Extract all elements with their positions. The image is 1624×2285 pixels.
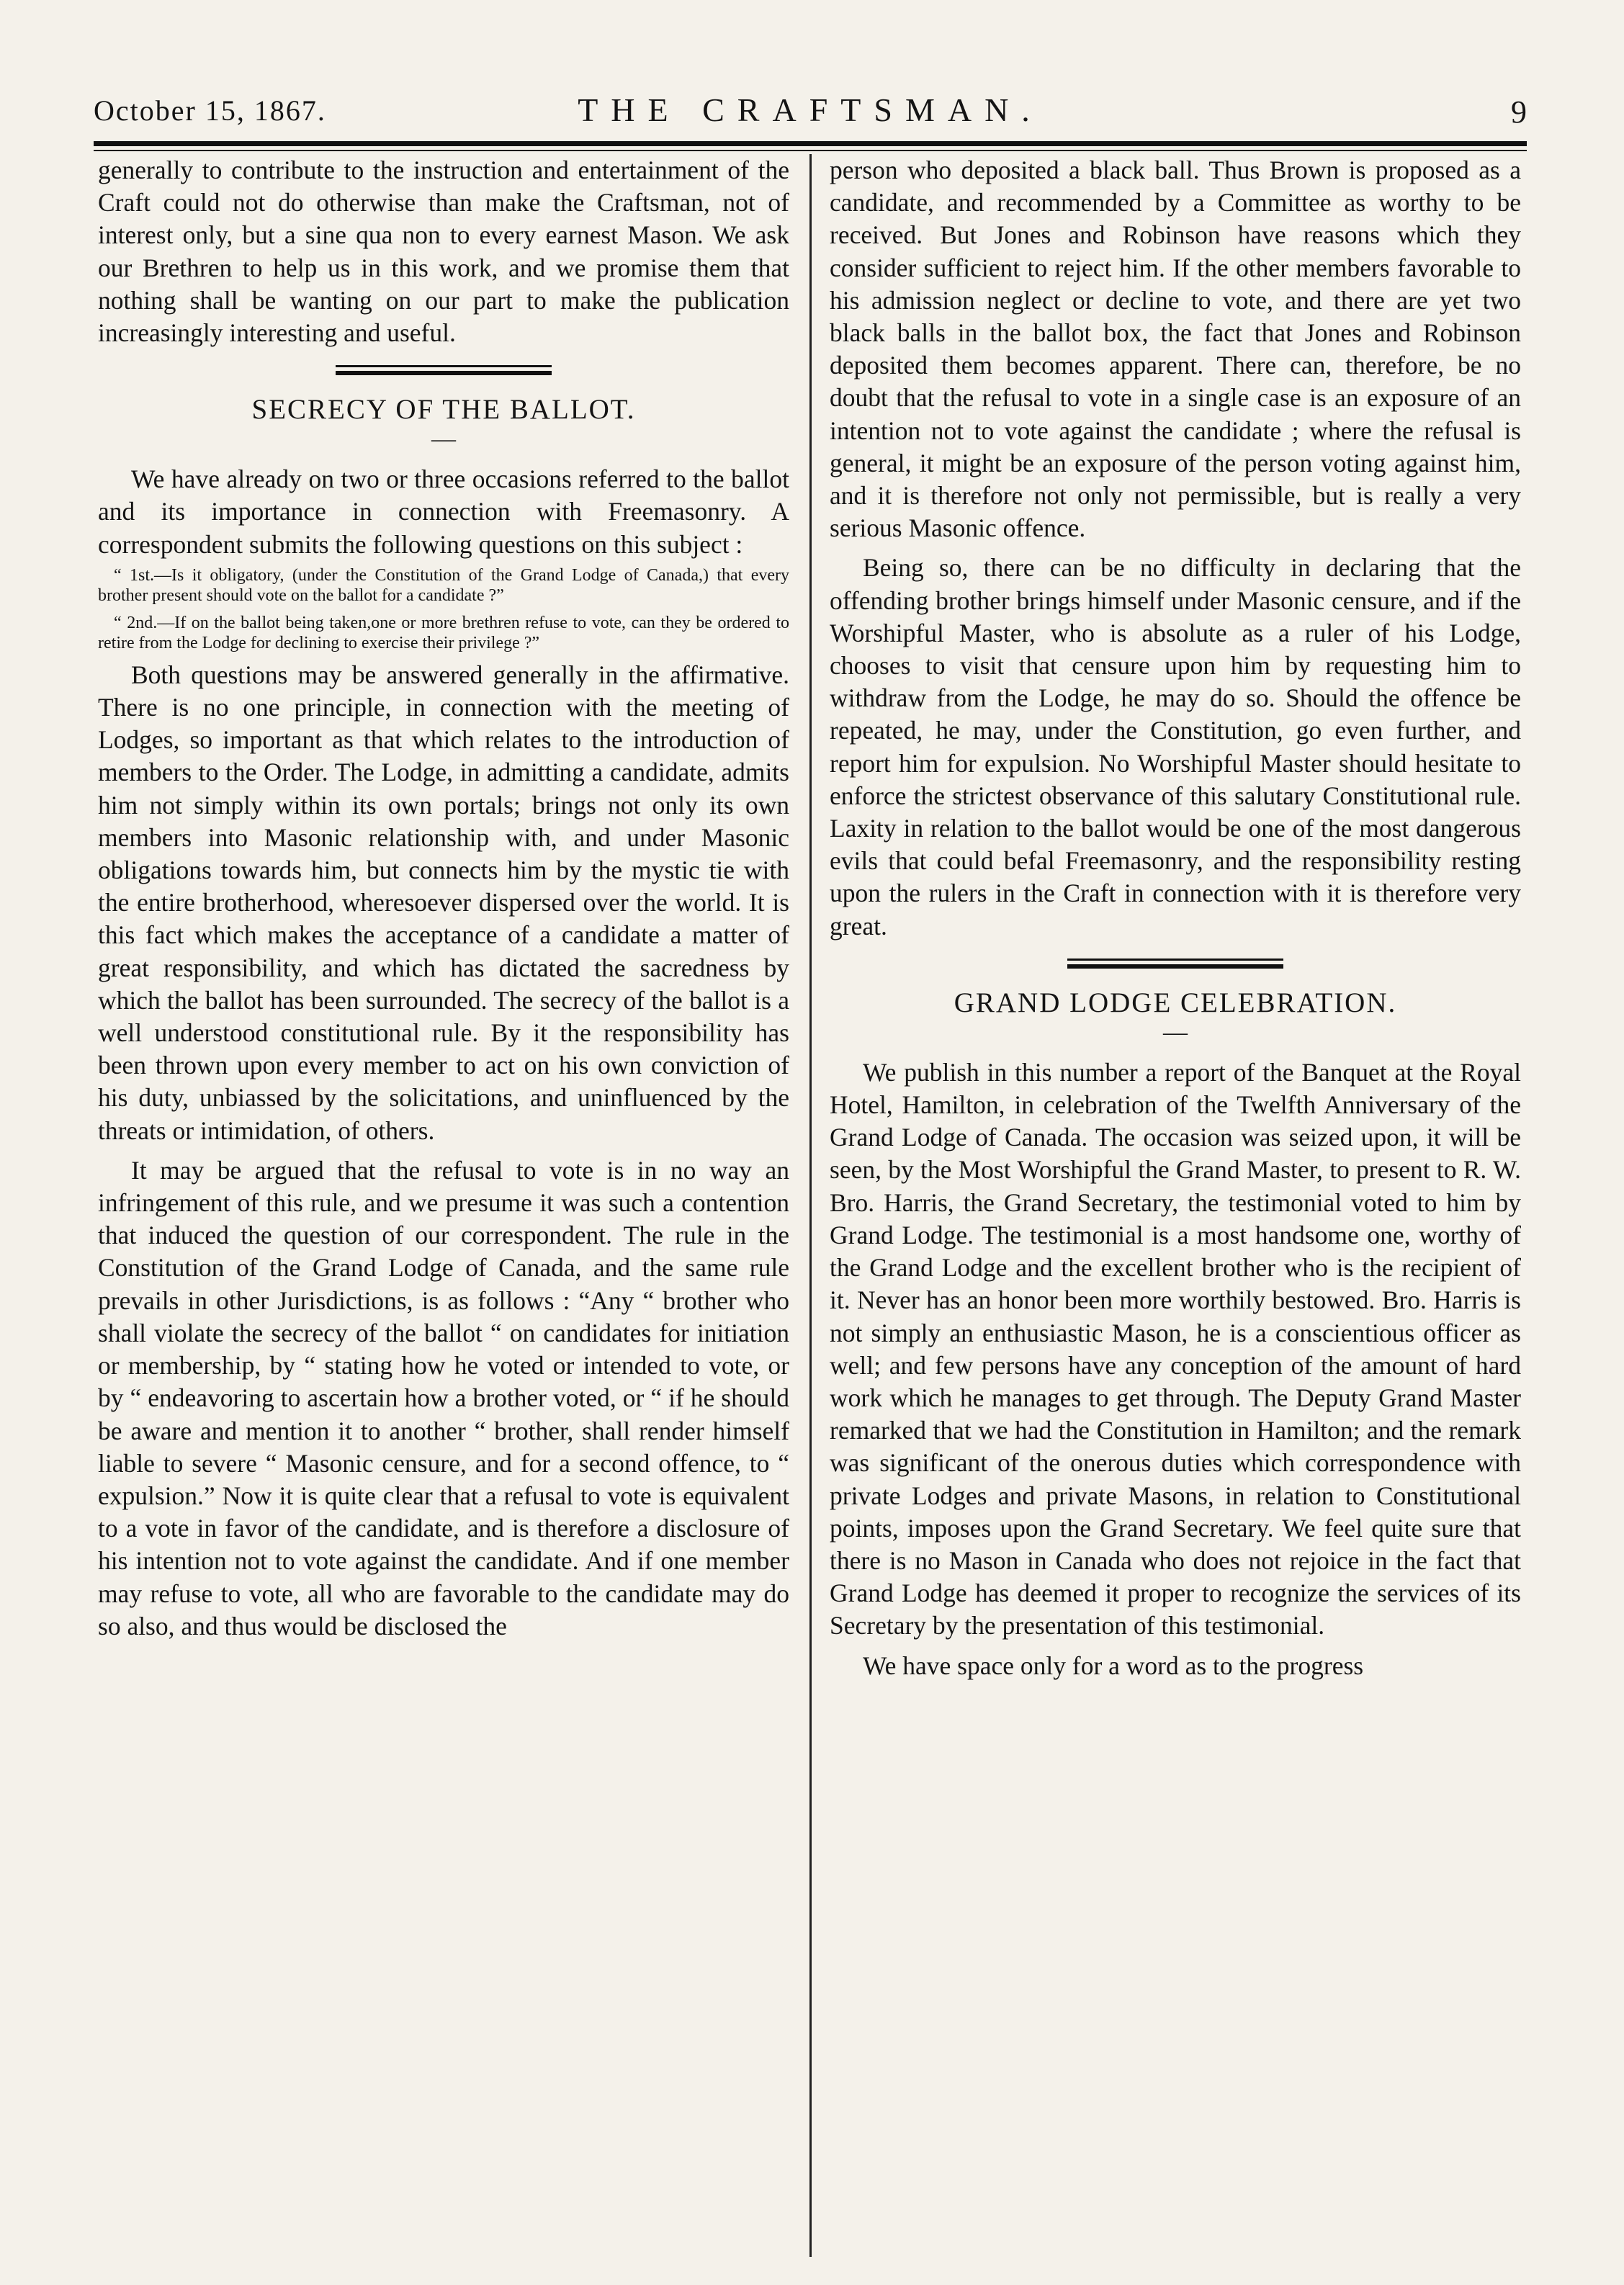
header-rule-thin <box>94 150 1527 151</box>
section-dash: — <box>1163 1018 1188 1046</box>
left-column <box>98 154 789 1643</box>
body-paragraph: We publish in this number a report of the Banquet at the Royal Hotel, Hamilton, in celebration of the Twelfth Anniversary of the Grand Lodge of Canada. The occasion was seized upon, it will be seen, by the Most Worshipful the Grand Master, to present to R. W. Bro. Harris, the Grand Secretary, the testimonial voted to him by Grand Lodge. The testimonial is a most handsome one, worthy of the Grand Lodge and the excellent brother who is the recipient of it. Never has an honor been more worthily bestowed. Bro. Harris is not simply an enthusiastic Mason, he is a conscientious officer as well; and few persons have any conception of the amount of hard work which he manages to get through. The Deputy Grand Master remarked that we had the Constitution in Hamilton; and the remark was significant of the onerous duties which correspondence with private Lodges and private Masons, in relation to Constitutional points, imposes upon the Grand Secretary. We feel quite sure that there is no Mason in Canada who does not rejoice in the fact that Grand Lodge has deemed it proper to recognize the services of its Secretary by the presentation of this testimonial. <box>830 1057 1521 1640</box>
section-dash: — <box>431 426 456 453</box>
section-separator <box>336 365 552 375</box>
question-2: “ 2nd.—If on the ballot being taken,one or more brethren refuse to vote, can they be ordered to retire from the Lodge for declining to exercise their privilege ?” <box>98 613 789 652</box>
section-separator <box>1067 959 1283 969</box>
body-paragraph: Both questions may be answered generally in the affirmative. There is no one principle, in connection with the meeting of Lodges, so important as that which relates to the introduction of members to the Order. The Lodge, in admitting a candidate, admits him not simply within its own portals; brings not only its own members into Masonic relationship with, and under Masonic obligations towards him, but connects him by the mystic tie with the entire brotherhood, wheresoever dispersed over the world. It is this fact which makes the acceptance of a candidate a matter of great responsibility, and which has dictated the sacredness by which the ballot has been surrounded. The secrecy of the ballot is a well understood constitutional rule. By it the responsibility has been thrown upon every member to act on his own conviction of his duty, unbiassed by the solicitations, and uninfluenced by the threats or intimidation, of others. <box>98 660 789 1145</box>
intro-paragraph: generally to contribute to the instruction and entertainment of the Craft could not do otherwise than make the Craftsman, not of interest only, but a sine qua non to every earnest Mason. We ask our Brethren to help us in this work, and we promise them that nothing shall be wanting on our part to make the publication increasingly interesting and useful. <box>98 156 789 348</box>
page-header <box>94 88 1527 138</box>
header-rule-thick <box>94 141 1527 146</box>
issue-date: October 15, 1867. <box>94 94 326 127</box>
publication-title: THE CRAFTSMAN. <box>578 91 1043 128</box>
question-1: “ 1st.—Is it obligatory, (under the Constitution of the Grand Lodge of Canada,) that every brother present should vote on the ballot for a candidate ?” <box>98 565 789 605</box>
section-title-secrecy: SECRECY OF THE BALLOT. <box>251 394 636 426</box>
column-divider <box>809 154 812 2257</box>
body-paragraph: We have space only for a word as to the progress <box>863 1651 1364 1680</box>
correspondent-questions <box>98 565 789 653</box>
section-title-celebration: GRAND LODGE CELEBRATION. <box>954 987 1397 1018</box>
body-paragraph: We have already on two or three occasions referred to the ballot and its importance in connection with Freemasonry. A correspondent submits the following questions on this subject : <box>98 464 789 559</box>
body-paragraph: It may be argued that the refusal to vote is in no way an infringement of this rule, and we presume it was such a contention that induced the question of our correspondent. The rule in the Constitution of the Grand Lodge of Canada, and the same rule prevails in other Jurisdictions, is as follows : “Any “ brother who shall violate the secrecy of the ballot “ on candidates for initiation or membership, by “ stating how he voted or intended to vote, or by “ endeavoring to ascertain how a brother voted, or “ if he should be aware and mention it to another “ brother, shall render himself liable to severe “ Masonic censure, and for a second offence, to “ expulsion.” Now it is quite clear that a refusal to vote is equivalent to a vote in favor of the candidate, and is therefore a disclosure of his intention not to vote against the candidate. And if one member may refuse to vote, all who are favorable to the candidate may do so also, and thus would be disclosed the <box>98 1155 789 1640</box>
body-paragraph: Being so, there can be no difficulty in declaring that the offending brother brings himself under Masonic censure, and if the Worshipful Master, who is absolute as a ruler of his Lodge, chooses to visit that censure upon him by requesting him to withdraw from the Lodge, he may do so. Should the offence be repeated, he may, under the Constitution, go even further, and report him for expulsion. No Worshipful Master should hesitate to enforce the strictest observance of this salutary Constitutional rule. Laxity in relation to the ballot would be one of the most dangerous evils that could befal Freemasonry, and the responsibility resting upon the rulers in the Craft in connection with it is therefore very great. <box>830 553 1521 941</box>
right-column <box>830 154 1521 1682</box>
page-number: 9 <box>1511 94 1527 130</box>
body-paragraph: person who deposited a black ball. Thus Brown is proposed as a candidate, and recommended by a Committee as worthy to be received. But Jones and Robinson have reasons which they consider sufficient to reject him. If the other members favorable to his admission neglect or decline to vote, and there are yet two black balls in the ballot box, the fact that Jones and Robinson deposited them becomes apparent. There can, therefore, be no doubt that the refusal to vote in a single case is an exposure of an intention not to vote against the candidate ; where the refusal is general, it might be an exposure of the person voting against him, and it is therefore not only not permissible, but is really a very serious Masonic offence. <box>830 156 1521 543</box>
